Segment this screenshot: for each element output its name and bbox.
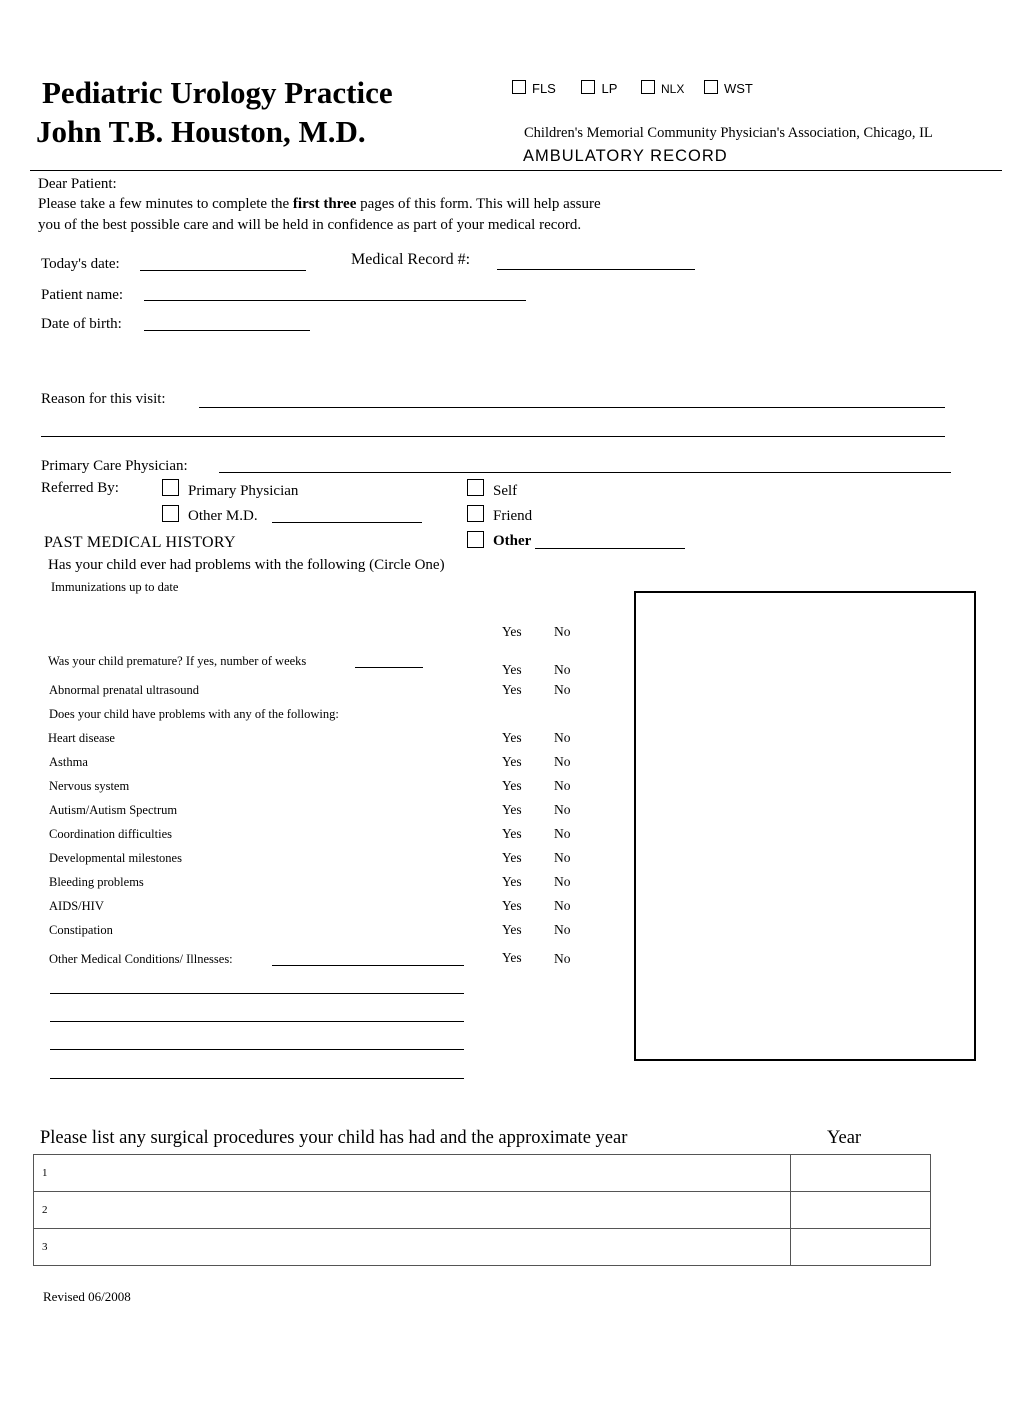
date-of-birth-label: Date of birth: [41,316,122,332]
friend-label: Friend [493,508,533,524]
todays-date-label: Today's date: [41,256,120,272]
yes-option[interactable]: Yes [502,826,522,841]
condition-asthma: Asthma [49,755,88,769]
table-row [34,1155,931,1192]
reason-for-visit-field-2[interactable] [41,436,945,437]
yes-option[interactable]: Yes [502,802,522,817]
problems-intro: Does your child have problems with any of the following: [49,707,339,721]
association-name: Children's Memorial Community Physician's Association, Chicago, IL [524,125,933,141]
yes-option[interactable]: Yes [502,778,522,793]
table-row [34,1229,931,1266]
patient-name-field[interactable] [144,300,526,301]
checkbox-icon[interactable] [581,80,595,94]
premature-weeks-field[interactable] [355,667,423,668]
primary-care-label: Primary Care Physician: [41,458,188,474]
flag-nlx[interactable]: NLX [641,82,684,96]
primary-care-field[interactable] [219,472,951,473]
yes-option[interactable]: Yes [502,662,522,677]
condition-autism: Autism/Autism Spectrum [49,803,178,817]
primary-physician-checkbox[interactable] [162,479,179,496]
other-conditions-line-4[interactable] [50,1078,464,1079]
no-option[interactable]: No [554,826,571,841]
patient-name-label: Patient name: [41,287,124,303]
no-option[interactable]: No [554,922,571,937]
practice-name: Pediatric Urology Practice [42,75,393,110]
no-option[interactable]: No [554,802,571,817]
past-medical-history-title: PAST MEDICAL HISTORY [44,534,236,551]
other-md-checkbox[interactable] [162,505,179,522]
condition-nervous-system: Nervous system [49,779,130,793]
table-row [34,1192,931,1229]
intro-line-1: Please take a few minutes to complete the first three pages of this form. This will help assure [38,196,601,212]
condition-developmental: Developmental milestones [49,851,182,865]
condition-heart-disease: Heart disease [48,731,115,745]
medical-record-field[interactable] [497,269,695,270]
prenatal-label: Abnormal prenatal ultrasound [49,683,199,697]
no-option[interactable]: No [554,874,571,889]
other-md-field[interactable] [272,522,422,523]
intro-line-2: you of the best possible care and will be held in confidence as part of your medical record. [38,217,582,233]
yes-option[interactable]: Yes [502,624,522,639]
no-option[interactable]: No [554,951,571,966]
yes-option[interactable]: Yes [502,730,522,745]
todays-date-field[interactable] [140,270,306,271]
reason-for-visit-field[interactable] [199,407,945,408]
flag-fls[interactable]: FLS [512,81,556,96]
surgical-procedure-cell[interactable]: 2 [34,1192,791,1229]
self-checkbox[interactable] [467,479,484,496]
yes-option[interactable]: Yes [502,950,522,965]
date-of-birth-field[interactable] [144,330,310,331]
revised-date: Revised 06/2008 [43,1289,131,1304]
yes-option[interactable]: Yes [502,850,522,865]
medical-record-label: Medical Record #: [351,251,471,268]
surgical-year-cell[interactable] [791,1155,931,1192]
other-conditions-line-1[interactable] [50,993,464,994]
reason-for-visit-label: Reason for this visit: [41,391,166,407]
checkbox-icon[interactable] [704,80,718,94]
immunizations-label: Immunizations up to date [51,580,179,594]
primary-physician-label: Primary Physician [188,483,299,499]
condition-coordination: Coordination difficulties [49,827,173,841]
no-option[interactable]: No [554,898,571,913]
history-question: Has your child ever had problems with the following (Circle One) [48,557,445,573]
surgical-procedure-cell[interactable]: 3 [34,1229,791,1266]
premature-label: Was your child premature? If yes, number of weeks [48,654,307,668]
year-header: Year [827,1128,862,1148]
other-conditions-field[interactable] [272,965,464,966]
surgical-table [33,1154,931,1266]
condition-constipation: Constipation [49,923,113,937]
flag-checkboxes [512,80,753,96]
other-conditions-line-2[interactable] [50,1021,464,1022]
yes-option[interactable]: Yes [502,754,522,769]
self-label: Self [493,483,518,499]
yes-option[interactable]: Yes [502,874,522,889]
other-conditions-line-3[interactable] [50,1049,464,1050]
surgical-year-cell[interactable] [791,1229,931,1266]
record-type: AMBULATORY RECORD [523,147,728,165]
yes-option[interactable]: Yes [502,682,522,697]
flag-wst[interactable]: WST [704,81,753,96]
other-md-label: Other M.D. [188,508,258,524]
doctor-name: John T.B. Houston, M.D. [36,114,366,149]
salutation: Dear Patient: [38,176,117,192]
yes-option[interactable]: Yes [502,898,522,913]
no-option[interactable]: No [554,682,571,697]
notes-box[interactable] [634,591,976,1061]
other-label: Other [493,533,532,549]
yes-option[interactable]: Yes [502,922,522,937]
checkbox-icon[interactable] [641,80,655,94]
friend-checkbox[interactable] [467,505,484,522]
header-divider [30,170,1002,171]
no-option[interactable]: No [554,624,571,639]
other-field[interactable] [535,548,685,549]
referred-by-label: Referred By: [41,480,119,496]
surgical-year-cell[interactable] [791,1192,931,1229]
no-option[interactable]: No [554,730,571,745]
other-conditions-label: Other Medical Conditions/ Illnesses: [49,952,233,966]
surgical-heading: Please list any surgical procedures your child has had and the approximate year [40,1128,628,1148]
no-option[interactable]: No [554,754,571,769]
condition-aids-hiv: AIDS/HIV [49,899,104,913]
no-option[interactable]: No [554,778,571,793]
no-option[interactable]: No [554,850,571,865]
flag-lp[interactable]: LP [581,81,617,96]
no-option[interactable]: No [554,662,571,677]
condition-bleeding: Bleeding problems [49,875,144,889]
surgical-procedure-cell[interactable]: 1 [34,1155,791,1192]
checkbox-icon[interactable] [512,80,526,94]
other-checkbox[interactable] [467,531,484,548]
